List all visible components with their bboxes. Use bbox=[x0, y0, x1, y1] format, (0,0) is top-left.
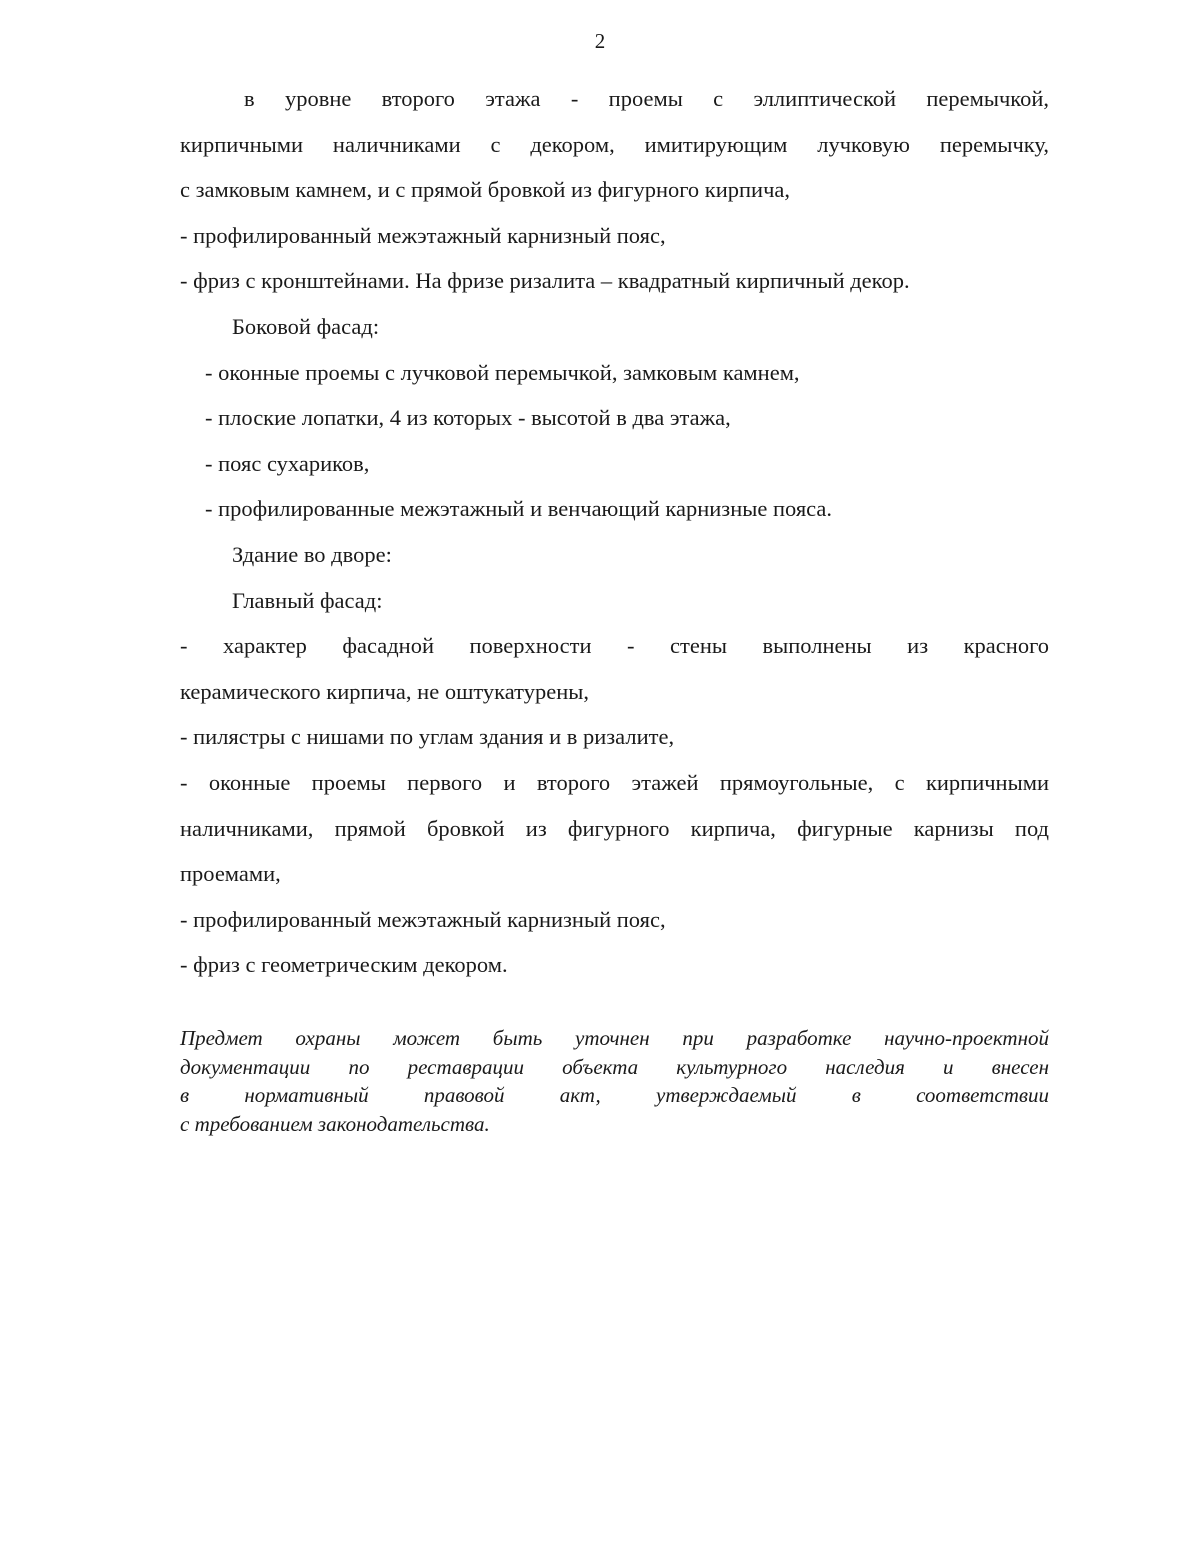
list-item: - профилированный межэтажный карнизный пояс, bbox=[180, 906, 666, 932]
page-number: 2 bbox=[594, 29, 606, 53]
note-line: документации по реставрации объекта культурного наследия и внесен bbox=[180, 1054, 1049, 1079]
section-heading: Главный фасад: bbox=[232, 587, 383, 613]
paragraph-line: в уровне второго этажа - проемы с эллиптической перемычкой, bbox=[244, 86, 1049, 111]
list-item: - оконные проемы с лучковой перемычкой, замковым камнем, bbox=[205, 359, 800, 385]
protection-note bbox=[180, 1024, 1049, 1138]
paragraph-line: керамического кирпича, не оштукатурены, bbox=[180, 678, 589, 704]
list-item: - фриз с кронштейнами. На фризе ризалита – квадратный кирпичный декор. bbox=[180, 268, 910, 294]
section-heading: Здание во дворе: bbox=[232, 541, 392, 567]
list-item: - пилястры с нишами по углам здания и в ризалите, bbox=[180, 724, 675, 750]
note-line: в нормативный правовой акт, утверждаемый в соответствии bbox=[180, 1083, 1049, 1108]
list-item: - характер фасадной поверхности - стены выполнены из красного bbox=[180, 633, 1049, 659]
note-line: с требованием законодательства. bbox=[180, 1111, 490, 1136]
section-heading: Боковой фасад: bbox=[232, 313, 380, 339]
paragraph-line: с замковым камнем, и с прямой бровкой из фигурного кирпича, bbox=[180, 177, 791, 203]
list-item: - плоские лопатки, 4 из которых - высотой в два этажа, bbox=[205, 405, 731, 431]
paragraph-line: кирпичными наличниками с декором, имитирующим лучковую перемычку, bbox=[180, 131, 1049, 157]
list-item: - пояс сухариков, bbox=[205, 450, 370, 476]
paragraph-line: проемами, bbox=[180, 861, 281, 887]
paragraph-line: наличниками, прямой бровкой из фигурного кирпича, фигурные карнизы под bbox=[180, 815, 1049, 841]
list-item: - оконные проемы первого и второго этажей прямоугольные, с кирпичными bbox=[180, 769, 1049, 795]
list-item: - профилированные межэтажный и венчающий карнизные пояса. bbox=[205, 496, 833, 522]
list-item: - фриз с геометрическим декором. bbox=[180, 952, 508, 978]
note-line: Предмет охраны может быть уточнен при разработке научно-проектной bbox=[180, 1026, 1049, 1050]
document-body bbox=[180, 76, 1049, 988]
list-item: - профилированный межэтажный карнизный пояс, bbox=[180, 222, 666, 248]
